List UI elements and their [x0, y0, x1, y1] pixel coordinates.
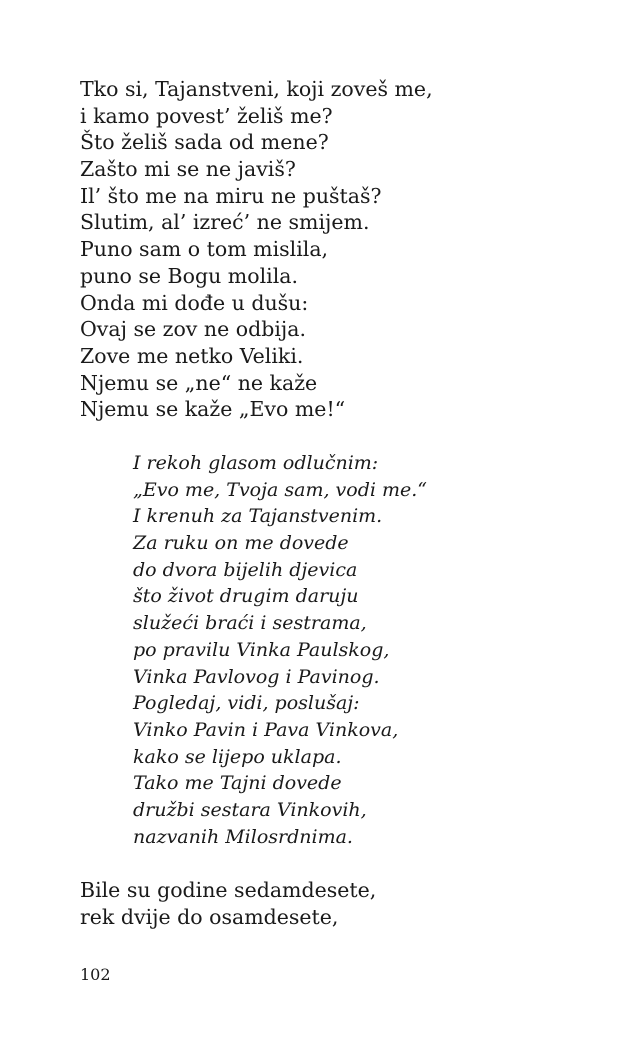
stanza-italic [133, 450, 427, 850]
verse-line-italic: kako se lijepo uklapa. [133, 745, 342, 768]
verse-line-italic: družbi sestara Vinkovih, [133, 798, 367, 821]
verse-line: Što želiš sada od mene? [80, 130, 329, 155]
verse-line: Ovaj se zov ne odbija. [80, 317, 306, 342]
verse-line: Zašto mi se ne javiš? [80, 157, 296, 182]
verse-line: Njemu se „ne“ ne kaže [80, 370, 318, 395]
verse-line-italic: Vinko Pavin i Pava Vinkova, [133, 718, 399, 741]
verse-line: puno se Bogu molila. [80, 263, 298, 288]
verse-line-italic: Za ruku on me dovede [133, 532, 349, 555]
verse-line-italic: po pravilu Vinka Paulskog, [133, 638, 390, 661]
verse-line-italic: Pogledaj, vidi, poslušaj: [133, 692, 360, 715]
verse-line: Zove me netko Veliki. [80, 343, 304, 368]
verse-line: i kamo povest’ želiš me? [80, 103, 333, 128]
verse-line: Slutim, al’ izreć’ ne smijem. [80, 210, 370, 235]
verse-line: Tko si, Tajanstveni, koji zoveš me, [80, 77, 433, 101]
stanza-regular-1 [80, 76, 433, 423]
verse-line-italic: do dvora bijelih djevica [133, 558, 358, 581]
verse-line: Il’ što me na miru ne puštaš? [80, 183, 382, 208]
verse-line: Njemu se kaže „Evo me!“ [80, 397, 346, 422]
page-number: 102 [80, 965, 111, 984]
verse-line-italic: I krenuh za Tajanstvenim. [133, 505, 383, 528]
verse-line-italic: Tako me Tajni dovede [133, 772, 342, 795]
verse-line: Onda mi dođe u dušu: [80, 290, 309, 315]
verse-line: Puno sam o tom mislila, [80, 237, 329, 262]
verse-line-italic: „Evo me, Tvoja sam, vodi me.“ [133, 478, 428, 501]
stanza-regular-2 [80, 877, 376, 930]
verse-line-italic: Vinka Pavlovog i Pavinog. [133, 665, 380, 688]
verse-line-italic: služeći braći i sestrama, [133, 612, 367, 635]
verse-line-italic: što život drugim daruju [133, 585, 359, 608]
verse-line-italic: nazvanih Milosrdnima. [133, 825, 353, 848]
verse-line: rek dvije do osamdesete, [80, 904, 339, 929]
verse-line-italic: I rekoh glasom odlučnim: [133, 452, 379, 474]
verse-line: Bile su godine sedamdesete, [80, 878, 377, 902]
